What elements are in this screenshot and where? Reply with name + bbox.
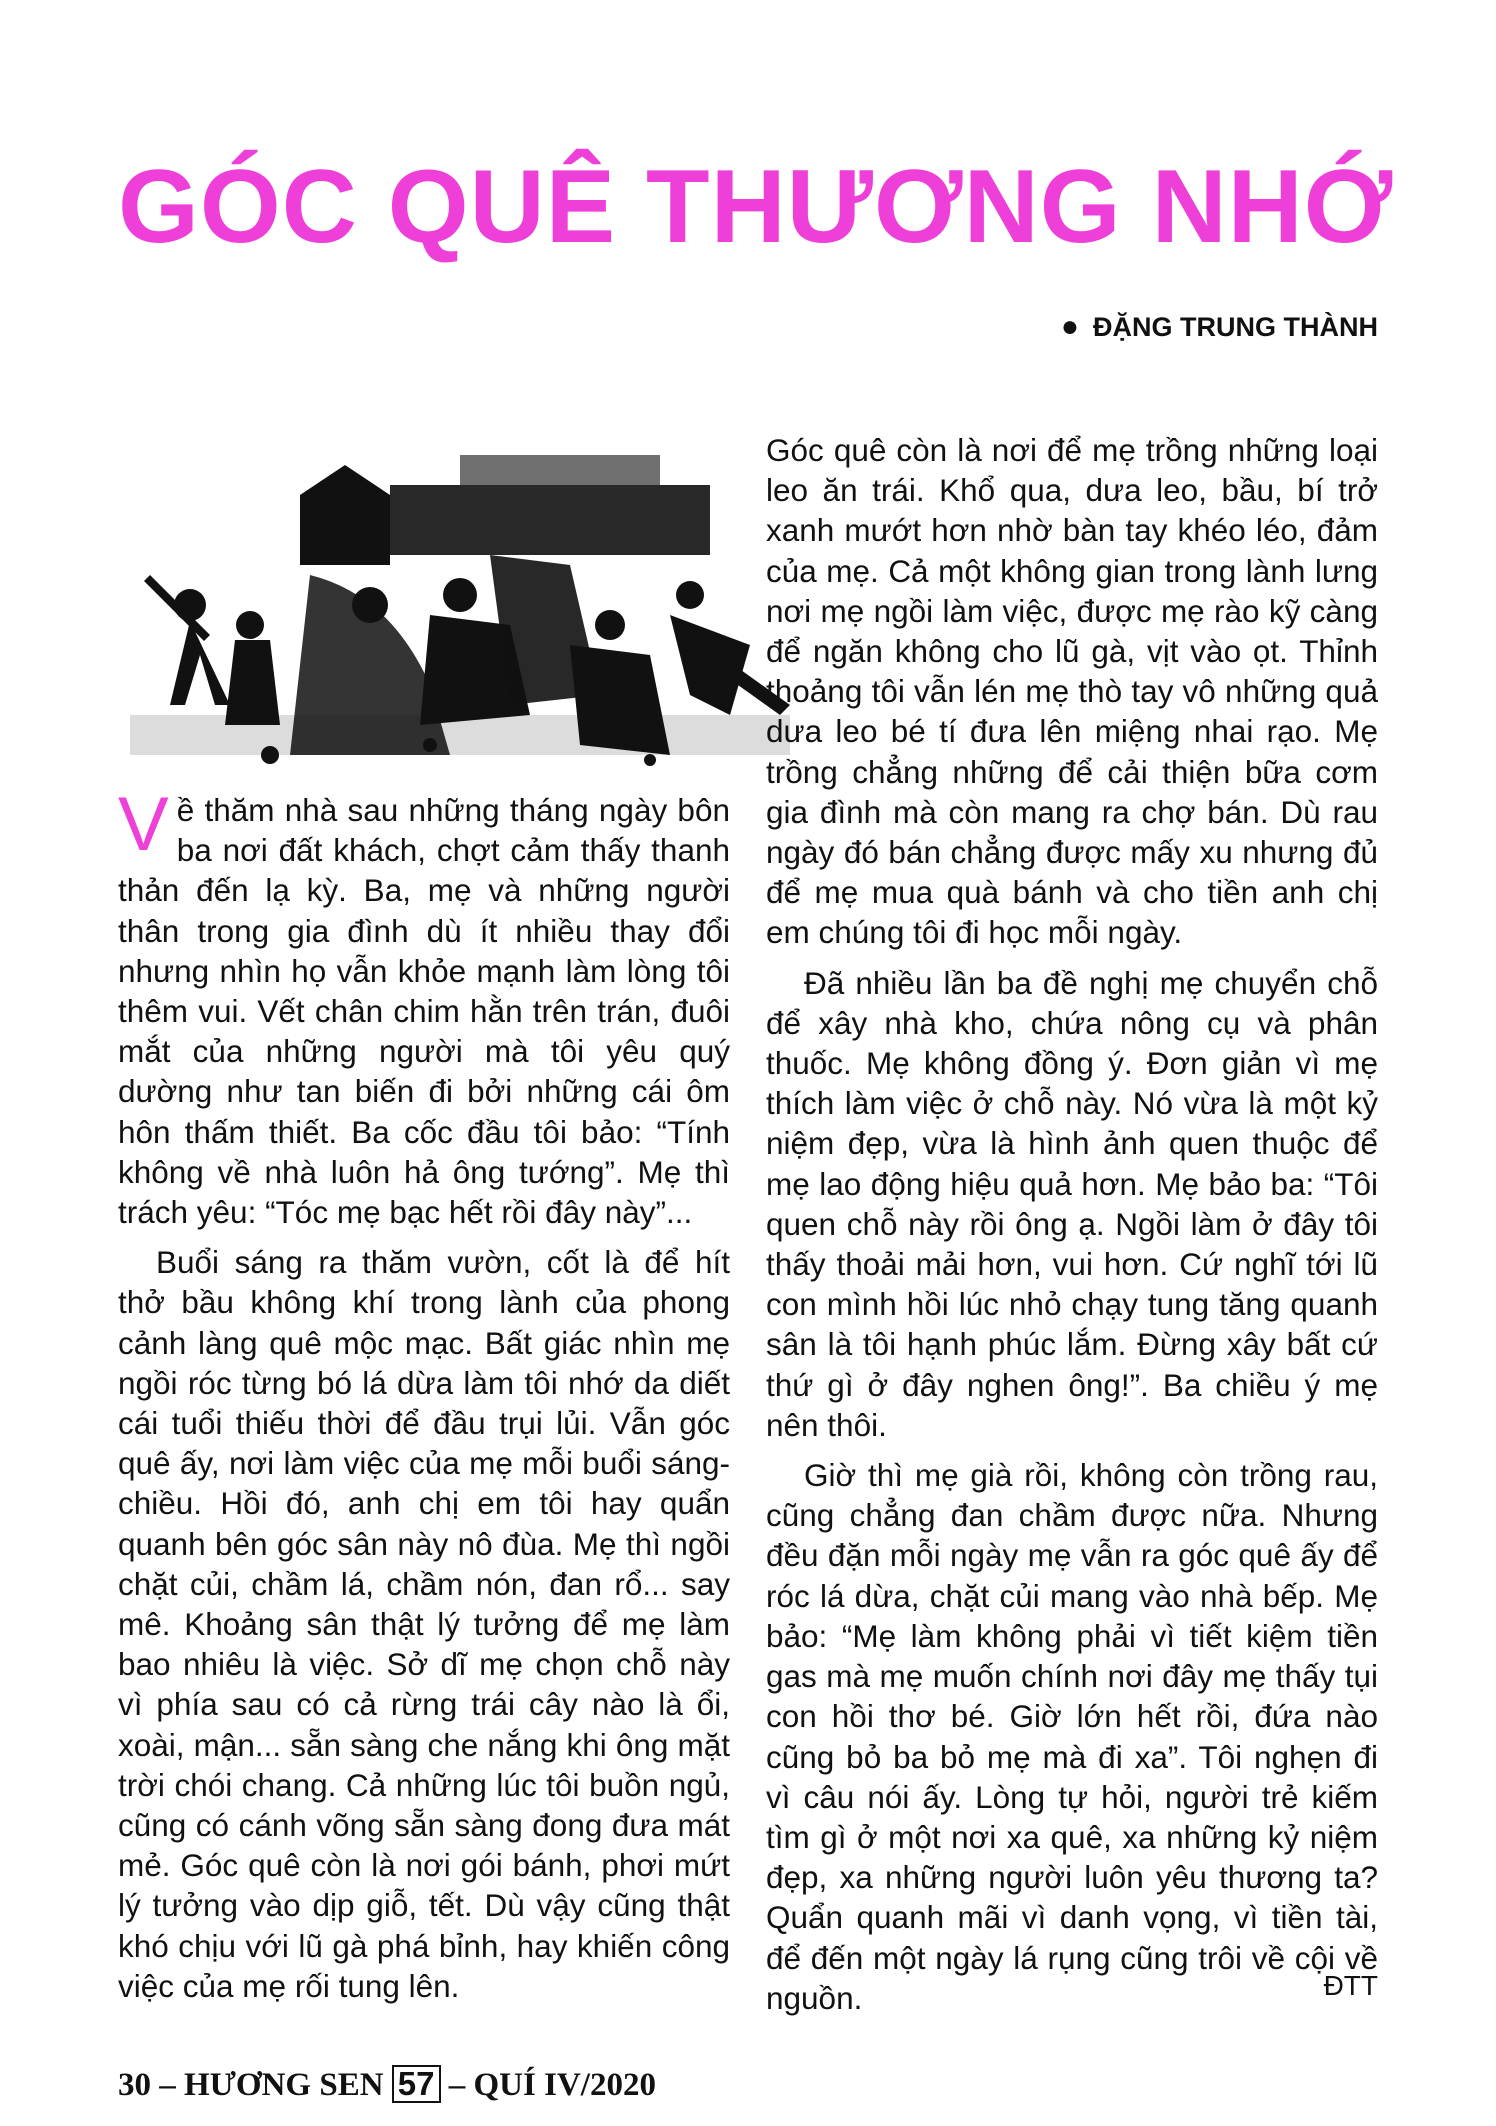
paragraph-mother-now: Giờ thì mẹ già rồi, không còn trồng rau, cũng chẳng đan chầm được nữa. Nhưng đều đặn mỗi ngày mẹ vẫn ra góc quê ấy để róc lá dừa, chặt củi mang vào nhà bếp. Mẹ bảo: “Mẹ làm không phải vì tiết kiệm tiền gas mà mẹ muốn chính nơi đây mẹ thấy tụi con hồi thơ bé. Giờ lớn hết rồi, đứa nào cũng bỏ ba bỏ mẹ mà đi xa”. Tôi nghẹn đi vì câu nói ấy. Lòng tự hỏi, người trẻ kiếm tìm gì ở một nơi xa quê, xa những kỷ niệm đẹp, xa những người luôn yêu thương ta? Quẩn quanh mãi vì danh vọng, vì tiền tài, để đến một ngày lá rụng cũng trôi về cội về nguồn. [766, 1457, 1378, 2016]
author-byline [1061, 310, 1378, 344]
paragraph-garden-vines: Góc quê còn là nơi để mẹ trồng những loại leo ăn trái. Khổ qua, dưa leo, bầu, bí trở xanh mướt hơn nhờ bàn tay khéo léo, đảm của mẹ. Cả một không gian trong lành lưng nơi mẹ ngồi làm việc, được mẹ rào kỹ càng để ngăn không cho lũ gà, vịt vào ọt. Thỉnh thoảng tôi vẫn lén mẹ thò tay vô những quả dưa leo bé tí đưa lên miệng nhai rạo. Mẹ trồng chẳng những để cải thiện bữa cơm gia đình mà còn mang ra chợ bán. Dù rau ngày đó bán chẳng được mấy xu nhưng đủ để mẹ mua quà bánh và cho tiền anh chị em chúng tôi đi học mỗi ngày. [766, 432, 1378, 951]
column-right [766, 430, 1378, 2018]
illustration-children-playing [130, 455, 790, 775]
column-left [118, 782, 730, 2006]
footer-dash: – [159, 2067, 176, 2103]
paragraph-storage-proposal: Đã nhiều lần ba đề nghị mẹ chuyển chỗ để xây nhà kho, chứa nông cụ và phân thuốc. Mẹ không đồng ý. Đơn giản vì mẹ thích làm việc ở chỗ này. Nó vừa là một kỷ niệm đẹp, vừa là hình ảnh quen thuộc để mẹ lao động hiệu quả hơn. Mẹ bảo ba: “Tôi quen chỗ này rồi ông ạ. Ngồi làm ở đây tôi thấy thoải mải hơn, vui hơn. Cứ nghĩ tới lũ con mình hồi lúc nhỏ chạy tung tăng quanh sân là tôi hạnh phúc lắm. Đừng xây bất cứ thứ gì ở đây nghen ông!”. Ba chiều ý mẹ nên thôi. [766, 964, 1378, 1443]
footer-dash: – [448, 2067, 466, 2103]
issue-period: QUÍ IV/2020 [473, 2067, 656, 2103]
page-number: 30 [118, 2067, 151, 2103]
bullet-icon: ● [1060, 310, 1080, 343]
page-footer [118, 2065, 656, 2104]
paragraph-intro [118, 782, 730, 1232]
article-title: GÓC QUÊ THƯƠNG NHỚ [118, 149, 1394, 265]
issue-number: 57 [392, 2065, 441, 2103]
paragraph-intro-text: ề thăm nhà sau những tháng ngày bôn ba nơi đất khách, chợt cảm thấy thanh thản đến lạ kỳ. Ba, mẹ và những người thân trong gia đình dù ít nhiều thay đổi nhưng nhìn họ vẫn khỏe mạnh làm lòng tôi thêm vui. Vết chân chim hằn trên trán, đuôi mắt của những người mà tôi yêu quý dường như tan biến đi bởi những cái ôm hôn thấm thiết. Ba cốc đầu tôi bảo: “Tính không về nhà luôn hả ông tướng”. Mẹ thì trách yêu: “Tóc mẹ bạc hết rồi đây này”... [118, 792, 730, 1231]
author-signature: ĐTT [1323, 1970, 1378, 2001]
author-name: ĐẶNG TRUNG THÀNH [1093, 312, 1378, 342]
paragraph-morning-garden: Buổi sáng ra thăm vườn, cốt là để hít thở bầu không khí trong lành của phong cảnh làng quê mộc mạc. Bất giác nhìn mẹ ngồi róc từng bó lá dừa làm tôi nhớ da diết cái tuổi thiếu thời để đầu trụi lủi. Vẫn góc quê ấy, nơi làm việc của mẹ mỗi buổi sáng-chiều. Hồi đó, anh chị em tôi hay quẩn quanh bên góc sân này nô đùa. Mẹ thì ngồi chặt củi, chầm lá, chầm nón, đan rổ... say mê. Khoảng sân thật lý tưởng để mẹ làm bao nhiêu là việc. Sở dĩ mẹ chọn chỗ này vì phía sau có cả rừng trái cây nào là ổi, xoài, mận... sẵn sàng che nắng khi ông mặt trời chói chang. Cả những lúc tôi buồn ngủ, cũng có cánh võng sẵn sàng đong đưa mát mẻ. Góc quê còn là nơi gói bánh, phơi mứt lý tưởng vào dịp giỗ, tết. Dù vậy cũng thật khó chịu với lũ gà phá bỉnh, hay khiến công việc của mẹ rối tung lên. [118, 1244, 730, 2004]
magazine-name: HƯƠNG SEN [184, 2067, 384, 2103]
drop-cap: V [118, 782, 169, 867]
